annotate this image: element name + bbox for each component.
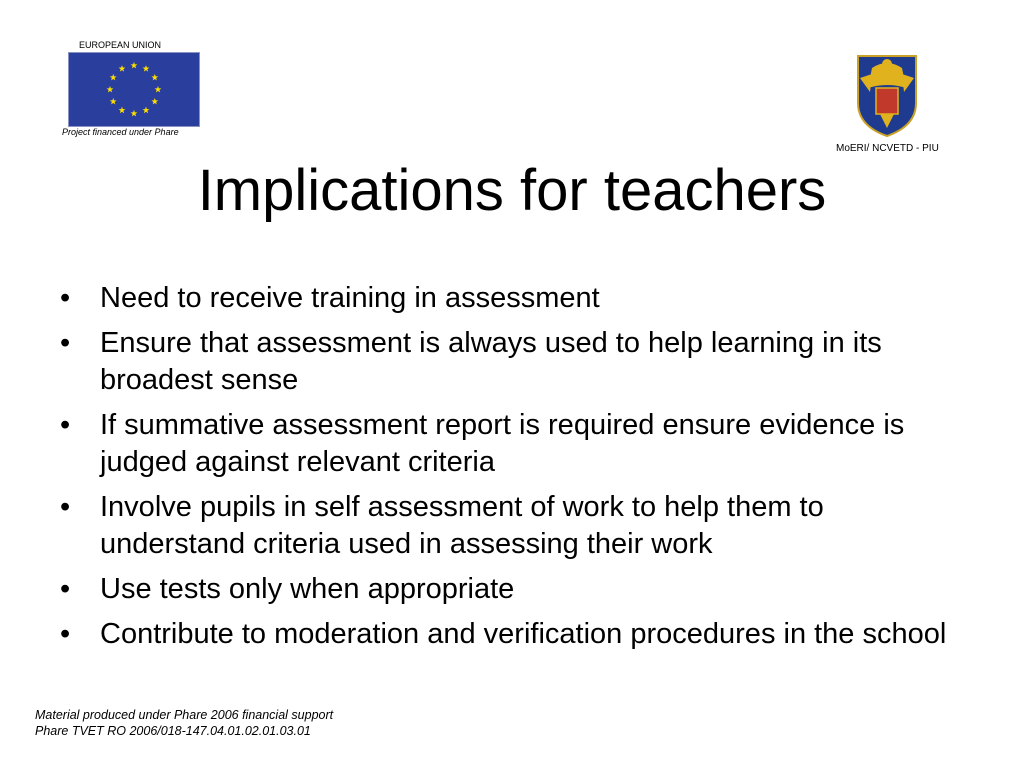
eu-star-icon: [151, 98, 158, 105]
bullet-icon: •: [60, 618, 71, 650]
bullet-text: Ensure that assessment is always used to help learning in its broadest sense: [100, 327, 882, 396]
eu-star-icon: [131, 62, 138, 69]
eu-star-icon: [155, 86, 162, 93]
eu-star-icon: [119, 65, 126, 72]
bullet-item: [60, 407, 970, 481]
bullet-text: Involve pupils in self assessment of work to help them to understand criteria used in assessing their work: [100, 491, 824, 560]
partner-label: MoERI/ NCVETD - PIU: [836, 143, 939, 154]
eu-caption-bottom: Project financed under Phare: [62, 127, 179, 137]
bullet-icon: •: [60, 491, 71, 523]
eu-star-icon: [110, 74, 117, 81]
footer-line-1: Material produced under Phare 2006 financial support: [35, 708, 334, 722]
bullet-item: [60, 280, 970, 317]
eu-caption-top: EUROPEAN UNION: [79, 40, 162, 50]
bullet-item: [60, 325, 970, 399]
eu-star-icon: [110, 98, 117, 105]
eu-star-icon: [143, 65, 150, 72]
bullet-item: [60, 616, 970, 653]
footer-line-2: Phare TVET RO 2006/018-147.04.01.02.01.03.01: [35, 724, 311, 738]
bullet-list: [60, 280, 970, 661]
bullet-text: Contribute to moderation and verification procedures in the school: [100, 618, 947, 650]
bullet-item: [60, 489, 970, 563]
bullet-icon: •: [60, 282, 71, 314]
eu-star-icon: [143, 107, 150, 114]
eu-star-icon: [131, 110, 138, 117]
eu-star-icon: [119, 107, 126, 114]
eu-flag-icon: [68, 52, 200, 127]
eu-star-icon: [151, 74, 158, 81]
eu-star-icon: [107, 86, 114, 93]
footer: [35, 707, 333, 739]
bullet-item: [60, 571, 970, 608]
bullet-text: Use tests only when appropriate: [100, 573, 515, 605]
slide-title: Implications for teachers: [197, 158, 827, 223]
bullet-icon: •: [60, 327, 71, 359]
bullet-icon: •: [60, 573, 71, 605]
bullet-text: Need to receive training in assessment: [100, 282, 600, 314]
romania-coat-of-arms-icon: [852, 48, 922, 138]
bullet-text: If summative assessment report is required ensure evidence is judged against relevant criteria: [100, 409, 905, 478]
bullet-icon: •: [60, 409, 71, 441]
